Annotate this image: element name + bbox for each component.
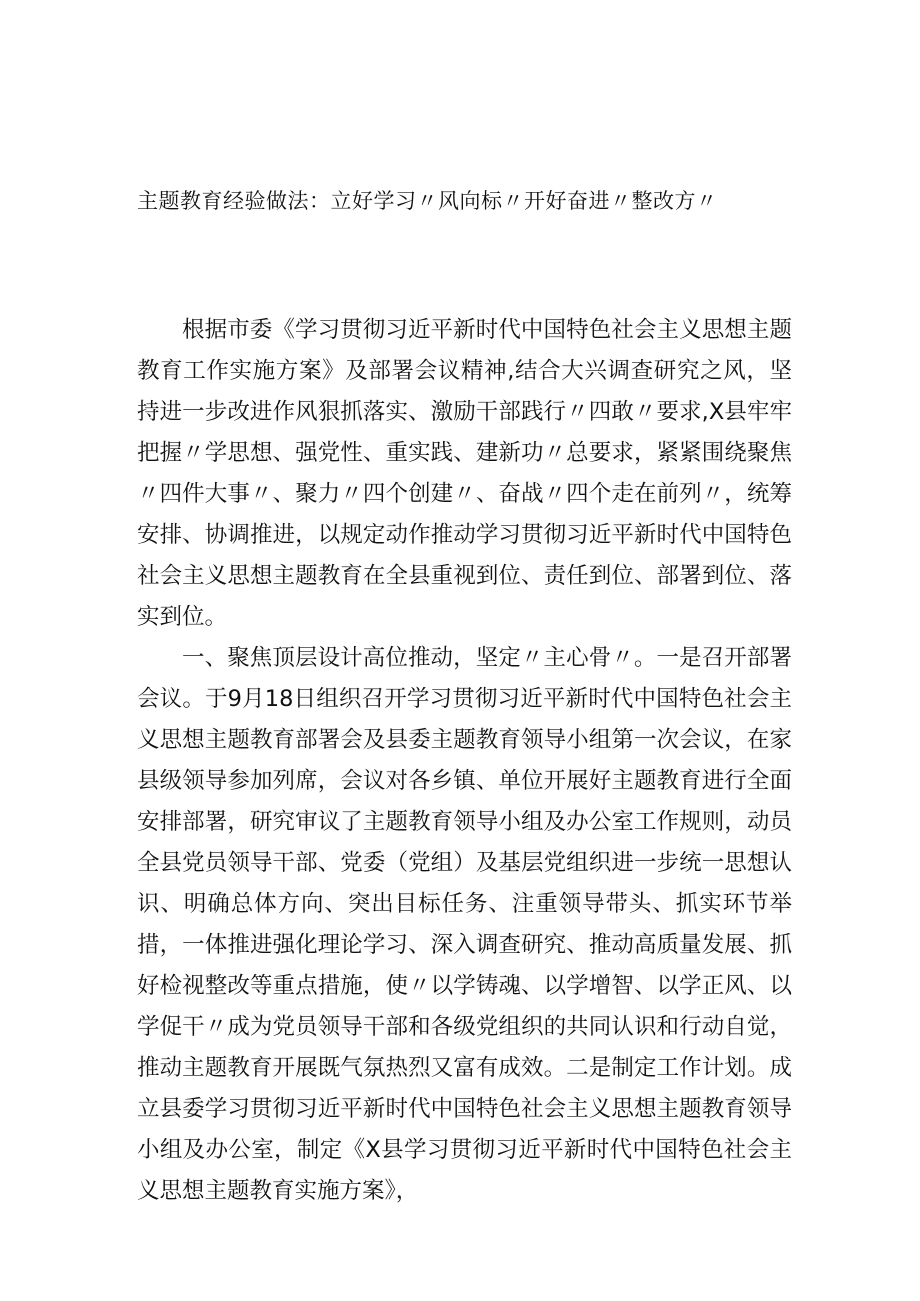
paragraph-intro: 根据市委《学习贯彻习近平新时代中国特色社会主义思想主题教育工作实施方案》及部署会议精神,结合大兴调查研究之风，坚持进一步改进作风狠抓落实、激励干部践行〃四敢〃要求,X县牢牢把握〃学思想、强党性、重实践、建新功〃总要求，紧紧围绕聚焦〃四件大事〃、聚力〃四个创建〃、奋战〃四个走在前列〃，统筹安排、协调推进，以规定动作推动学习贯彻习近平新时代中国特色社会主义思想主题教育在全县重视到位、责任到位、部署到位、落实到位。 xyxy=(137,317,792,630)
document-title: 主题教育经验做法：立好学习〃风向标〃开好奋进〃整改方〃 xyxy=(137,189,718,213)
document-body xyxy=(137,310,792,1212)
paragraph-section-one: 一、聚焦顶层设计高位推动，坚定〃主心骨〃。一是召开部署会议。于9月18日组织召开学习贯彻习近平新时代中国特色社会主义思想主题教育部署会及县委主题教育领导小组第一次会议，在家县级领导参加列席，会议对各乡镇、单位开展好主题教育进行全面安排部署，研究审议了主题教育领导小组及办公室工作规则，动员全县党员领导干部、党委（党组）及基层党组织进一步统一思想认识、明确总体方向、突出目标任务、注重领导带头、抓实环节举措，一体推进强化理论学习、深入调查研究、推动高质量发展、抓好检视整改等重点措施，使〃以学铸魂、以学增智、以学正风、以学促干〃成为党员领导干部和各级党组织的共同认识和行动自觉，推动主题教育开展既气氛热烈又富有成效。二是制定工作计划。成立县委学习贯彻习近平新时代中国特色社会主义思想主题教育领导小组及办公室，制定《X县学习贯彻习近平新时代中国特色社会主义思想主题教育实施方案》， xyxy=(137,645,792,1204)
